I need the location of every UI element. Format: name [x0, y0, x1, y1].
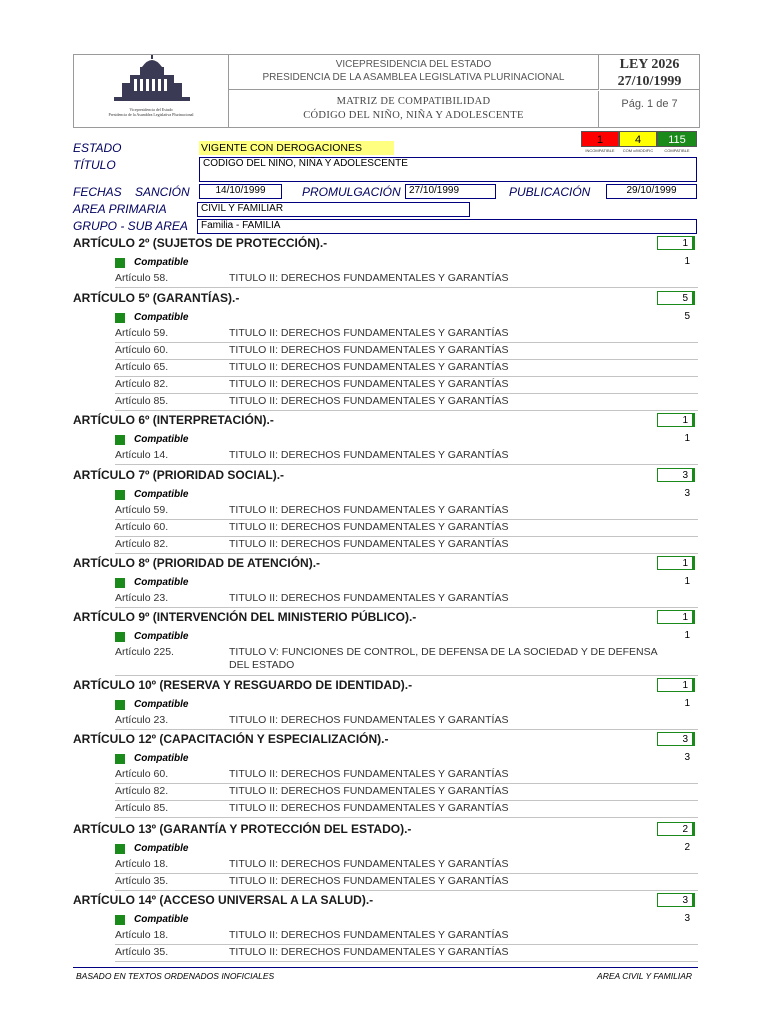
- reference-article: Artículo 35.: [115, 875, 169, 887]
- compatible-status-icon: [115, 313, 125, 323]
- compatible-label: COMPATIBLE: [664, 148, 690, 153]
- reference-row: [115, 645, 698, 676]
- promulgacion-date: 27/10/1999: [405, 184, 496, 199]
- reference-article: Artículo 82.: [115, 785, 169, 797]
- area-value: CIVIL Y FAMILIAR: [197, 202, 470, 217]
- reference-article: Artículo 225.: [115, 646, 174, 658]
- reference-row: [115, 591, 698, 608]
- reference-row: [115, 271, 698, 288]
- article-count-badge: 3: [657, 893, 695, 907]
- reference-row: [115, 394, 698, 411]
- reference-title: TITULO II: DERECHOS FUNDAMENTALES Y GARANTÍAS: [229, 504, 509, 516]
- compatibility-status: Compatible: [134, 434, 189, 445]
- document-title-1: MATRIZ DE COMPATIBILIDAD: [336, 96, 491, 107]
- reference-article: Artículo 60.: [115, 521, 169, 533]
- compatibility-count: 1: [684, 630, 690, 641]
- institution-logo: [74, 55, 229, 127]
- reference-row: [115, 874, 698, 891]
- reference-article: Artículo 65.: [115, 361, 169, 373]
- reference-article: Artículo 18.: [115, 858, 169, 870]
- institution-name: [229, 55, 599, 90]
- compatible-status-icon: [115, 754, 125, 764]
- compatibility-count: 1: [684, 256, 690, 267]
- compatible-status-icon: [115, 632, 125, 642]
- compatible-status-icon: [115, 258, 125, 268]
- reference-article: Artículo 59.: [115, 504, 169, 516]
- reference-row: [115, 360, 698, 377]
- reference-title: TITULO II: DERECHOS FUNDAMENTALES Y GARANTÍAS: [229, 521, 509, 533]
- law-id: [600, 55, 699, 90]
- footer-left: BASADO EN TEXTOS ORDENADOS INOFICIALES: [76, 971, 275, 981]
- reference-row: [115, 326, 698, 343]
- incompatible-label: INCOMPATIBLE: [585, 148, 615, 153]
- reference-title: TITULO V: FUNCIONES DE CONTROL, DE DEFENSA DE LA SOCIEDAD Y DE DEFENSA DEL ESTADO: [229, 646, 658, 671]
- reference-article: Artículo 60.: [115, 768, 169, 780]
- compatibility-status: Compatible: [134, 577, 189, 588]
- compatibility-status: Compatible: [134, 489, 189, 500]
- reference-row: [115, 767, 698, 784]
- article-count-badge: 1: [657, 413, 695, 427]
- reference-title: TITULO II: DERECHOS FUNDAMENTALES Y GARANTÍAS: [229, 802, 509, 814]
- compatibility-status: Compatible: [134, 631, 189, 642]
- estado-label: ESTADO: [73, 141, 122, 155]
- compatibility-count: 1: [684, 698, 690, 709]
- compatible-status-icon: [115, 700, 125, 710]
- reference-row: [115, 503, 698, 520]
- reference-article: Artículo 82.: [115, 378, 169, 390]
- footer-right: AREA CIVIL Y FAMILIAR: [597, 971, 692, 981]
- grupo-label: GRUPO - SUB AREA: [73, 219, 188, 233]
- document-title-2: CÓDIGO DEL NIÑO, NIÑA Y ADOLESCENTE: [303, 110, 524, 121]
- modification-label: COM c/MODIFIC: [622, 148, 654, 153]
- compatibility-count: 2: [684, 842, 690, 853]
- article-count-badge: 5: [657, 291, 695, 305]
- reference-title: TITULO II: DERECHOS FUNDAMENTALES Y GARANTÍAS: [229, 785, 509, 797]
- publicacion-date: 29/10/1999: [606, 184, 697, 199]
- article-count-badge: 3: [657, 468, 695, 482]
- compatibility-count: 3: [684, 488, 690, 499]
- article-count-badge: 3: [657, 732, 695, 746]
- reference-row: [115, 784, 698, 801]
- reference-row: [115, 801, 698, 818]
- reference-article: Artículo 18.: [115, 929, 169, 941]
- sancion-date: 14/10/1999: [199, 184, 282, 199]
- reference-article: Artículo 60.: [115, 344, 169, 356]
- estado-value: VIGENTE CON DEROGACIONES: [199, 141, 394, 155]
- reference-title: TITULO II: DERECHOS FUNDAMENTALES Y GARANTÍAS: [229, 361, 509, 373]
- law-number: LEY 2026: [619, 57, 680, 72]
- article-title: ARTÍCULO 5º (GARANTÍAS).-: [73, 291, 240, 305]
- footer-divider: [73, 967, 698, 968]
- reference-title: TITULO II: DERECHOS FUNDAMENTALES Y GARANTÍAS: [229, 768, 509, 780]
- reference-article: Artículo 35.: [115, 946, 169, 958]
- titulo-value: [199, 157, 697, 182]
- article-title: ARTÍCULO 9º (INTERVENCIÓN DEL MINISTERIO PÚBLICO).-: [73, 610, 417, 624]
- reference-title: TITULO II: DERECHOS FUNDAMENTALES Y GARANTÍAS: [229, 592, 509, 604]
- reference-row: [115, 945, 698, 962]
- reference-article: Artículo 23.: [115, 714, 169, 726]
- reference-title: TITULO II: DERECHOS FUNDAMENTALES Y GARANTÍAS: [229, 344, 509, 356]
- compatibility-status: Compatible: [134, 699, 189, 710]
- reference-title: TITULO II: DERECHOS FUNDAMENTALES Y GARANTÍAS: [229, 395, 509, 407]
- compatible-status-icon: [115, 490, 125, 500]
- reference-row: [115, 448, 698, 465]
- logo-caption-2: Presidencia de la Asamblea Legislativa Plurinacional: [108, 112, 194, 117]
- page-number: Pág. 1 de 7: [621, 98, 678, 110]
- grupo-value: Familia - FAMILIA: [197, 219, 697, 234]
- logo-caption-1: Vicepresidencia del Estado: [129, 107, 173, 112]
- reference-article: Artículo 23.: [115, 592, 169, 604]
- reference-title: TITULO II: DERECHOS FUNDAMENTALES Y GARANTÍAS: [229, 714, 509, 726]
- article-title: ARTÍCULO 7º (PRIORIDAD SOCIAL).-: [73, 468, 285, 482]
- reference-article: Artículo 85.: [115, 802, 169, 814]
- publicacion-label: PUBLICACIÓN: [509, 185, 591, 199]
- titulo-text: CODIGO DEL NIÑO, NIÑA Y ADOLESCENTE: [203, 158, 408, 169]
- reference-row: [115, 928, 698, 945]
- reference-title: TITULO II: DERECHOS FUNDAMENTALES Y GARANTÍAS: [229, 538, 509, 550]
- compatible-count: 115: [657, 131, 697, 147]
- modification-count: 4: [619, 131, 657, 147]
- document-title: [229, 91, 599, 127]
- compatibility-status: Compatible: [134, 257, 189, 268]
- reference-title: TITULO II: DERECHOS FUNDAMENTALES Y GARANTÍAS: [229, 327, 509, 339]
- reference-row: [115, 520, 698, 537]
- reference-row: [115, 857, 698, 874]
- reference-row: [115, 343, 698, 360]
- article-title: ARTÍCULO 13º (GARANTÍA Y PROTECCIÓN DEL ESTADO).-: [73, 822, 412, 836]
- compatibility-count: 1: [684, 433, 690, 444]
- reference-title: TITULO II: DERECHOS FUNDAMENTALES Y GARANTÍAS: [229, 449, 509, 461]
- area-label: AREA PRIMARIA: [73, 202, 167, 216]
- compatibility-count: 3: [684, 913, 690, 924]
- article-title: ARTÍCULO 14º (ACCESO UNIVERSAL A LA SALUD).-: [73, 893, 374, 907]
- reference-title: TITULO II: DERECHOS FUNDAMENTALES Y GARANTÍAS: [229, 378, 509, 390]
- compatibility-count: 5: [684, 311, 690, 322]
- compatibility-status: Compatible: [134, 843, 189, 854]
- reference-article: Artículo 14.: [115, 449, 169, 461]
- article-title: ARTÍCULO 12º (CAPACITACIÓN Y ESPECIALIZACIÓN).-: [73, 732, 389, 746]
- reference-title: TITULO II: DERECHOS FUNDAMENTALES Y GARANTÍAS: [229, 929, 509, 941]
- compatible-status-icon: [115, 844, 125, 854]
- compatibility-count: 3: [684, 752, 690, 763]
- titulo-label: TÍTULO: [73, 158, 116, 172]
- compatibility-count: 1: [684, 576, 690, 587]
- compatibility-status: Compatible: [134, 914, 189, 925]
- legislative-palace-icon: [74, 55, 228, 105]
- article-title: ARTÍCULO 6º (INTERPRETACIÓN).-: [73, 413, 274, 427]
- law-date: 27/10/1999: [617, 74, 682, 89]
- reference-article: Artículo 58.: [115, 272, 169, 284]
- compatible-status-icon: [115, 578, 125, 588]
- institution-line-1: VICEPRESIDENCIA DEL ESTADO: [335, 59, 492, 70]
- article-count-badge: 1: [657, 678, 695, 692]
- promulgacion-label: PROMULGACIÓN: [302, 185, 401, 199]
- reference-row: [115, 537, 698, 554]
- compatibility-status: Compatible: [134, 753, 189, 764]
- compatible-status-icon: [115, 435, 125, 445]
- reference-row: [115, 713, 698, 730]
- reference-row: [115, 377, 698, 394]
- reference-title: TITULO II: DERECHOS FUNDAMENTALES Y GARANTÍAS: [229, 272, 509, 284]
- reference-title: TITULO II: DERECHOS FUNDAMENTALES Y GARANTÍAS: [229, 875, 509, 887]
- document-header: [73, 54, 700, 128]
- reference-article: Artículo 59.: [115, 327, 169, 339]
- article-title: ARTÍCULO 8º (PRIORIDAD DE ATENCIÓN).-: [73, 556, 321, 570]
- article-count-badge: 1: [657, 236, 695, 250]
- fechas-label: FECHAS SANCIÓN: [73, 185, 190, 199]
- compatible-status-icon: [115, 915, 125, 925]
- compatibility-status: Compatible: [134, 312, 189, 323]
- reference-title: TITULO II: DERECHOS FUNDAMENTALES Y GARANTÍAS: [229, 858, 509, 870]
- reference-article: Artículo 82.: [115, 538, 169, 550]
- article-title: ARTÍCULO 2º (SUJETOS DE PROTECCIÓN).-: [73, 236, 328, 250]
- reference-title: TITULO II: DERECHOS FUNDAMENTALES Y GARANTÍAS: [229, 946, 509, 958]
- article-count-badge: 1: [657, 556, 695, 570]
- article-count-badge: 1: [657, 610, 695, 624]
- incompatible-count: 1: [581, 131, 619, 147]
- reference-article: Artículo 85.: [115, 395, 169, 407]
- article-count-badge: 2: [657, 822, 695, 836]
- institution-line-2: PRESIDENCIA DE LA ASAMBLEA LEGISLATIVA PLURINACIONAL: [262, 72, 565, 83]
- article-title: ARTÍCULO 10º (RESERVA Y RESGUARDO DE IDENTIDAD).-: [73, 678, 413, 692]
